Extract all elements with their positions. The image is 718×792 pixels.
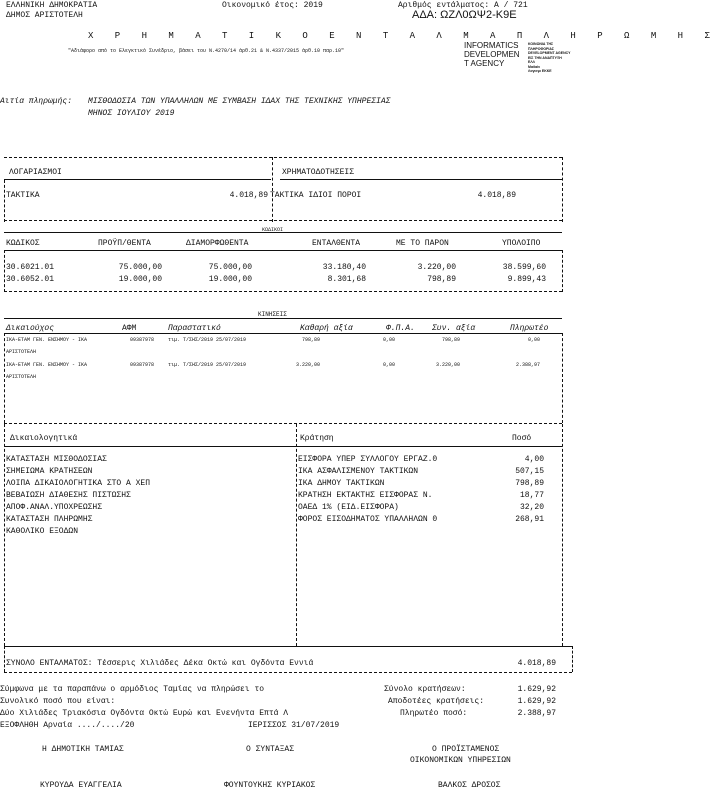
fiscal-year: Οικονομικό έτος: 2019 — [222, 1, 323, 10]
codes-header-formed: ΔΙΑΜΟΡΦΩΘΕΝΤΑ — [186, 239, 249, 248]
divider — [562, 333, 563, 423]
codes-header-code: ΚΩΔΙΚΟΣ — [6, 239, 40, 248]
divider — [4, 180, 5, 222]
table-cell: 9.899,43 — [507, 275, 546, 284]
movements-header-doc: Παραστατικό — [168, 324, 221, 333]
table-cell: 33.180,40 — [322, 263, 366, 272]
divider — [272, 157, 273, 222]
funding-value: 4.018,89 — [477, 191, 516, 200]
codes-header-ordered: ΕΝΤΑΛΘΕΝΤΑ — [312, 239, 361, 248]
divider — [280, 179, 562, 180]
table-cell: 09387978 — [130, 362, 155, 368]
list-item: ΚΑΘΟΛΙΚΟ ΕΞΟΔΩΝ — [6, 527, 79, 536]
divider — [4, 646, 572, 647]
table-cell: 0,00 — [527, 337, 540, 343]
amount-heading: Ποσό — [512, 434, 532, 443]
table-cell: 38.599,60 — [502, 263, 546, 272]
paid-note: ΕΞΟΦΛΗΘΗ Αρναία ..../..../20 — [0, 721, 135, 730]
table-cell: 19.000,00 — [208, 275, 252, 284]
signature-name-head: ΒΑΛΚΟΣ ΔΡΟΣΟΣ — [438, 781, 501, 790]
org-name: ΕΛΛΗΝΙΚΗ ΔΗΜΟΚΡΑΤΙΑ — [6, 1, 98, 10]
cause-line-1: ΜΙΣΘΟΔΟΣΙΑ ΤΩΝ ΥΠΑΛΛΗΛΩΝ ΜΕ ΣΥΜΒΑΣΗ ΙΔΑΧ ΤΗΣ ΤΕΧΝΙΚΗΣ ΥΠΗΡΕΣΙΑΣ — [88, 97, 391, 106]
list-item: ΛΟΙΠΑ ΔΙΚΑΙΟΛΟΓΗΤΙΚΑ ΣΤΟ Α ΧΕΠ — [6, 479, 151, 488]
funding-heading: ΧΡΗΜΑΤΟΔΟΤΗΣΕΙΣ — [282, 168, 355, 177]
table-cell: 798,89 — [301, 337, 320, 343]
deductions-total-label: Σύνολο κρατήσεων: — [384, 685, 466, 694]
deduction-label: ΙΚΑ ΔΗΜΟΥ ΤΑΚΤΙΚΩΝ — [298, 479, 385, 488]
codes-header-budget: ΠΡΟΫΠ/ΘΕΝΤΑ — [98, 239, 151, 248]
document-title: Χ Ρ Η Μ Α Τ Ι Κ Ο Ε Ν Τ Α Λ Μ Α Π Λ Η Ρ Ω Μ Η Σ — [88, 31, 718, 41]
table-cell: 19.000,00 — [118, 275, 162, 284]
logo-small-text: ΚΟΙΝΩΝΙΑ ΤΗΣ ΠΛΗΡΟΦΟΡΙΑΣ DEVELOPMENT AGENCY ΕΙΣ ΤΗΝ ΑΝΑΠΤΥΞΗ ΕΛΛ Μαθαίν Λογισμι ΕΚΚΕ — [528, 42, 571, 73]
table-cell: 0,00 — [382, 337, 395, 343]
table-cell: τιμ. Τ/ΣΗΣ/2019 25/07/2019 — [168, 337, 247, 343]
movements-header-afm: ΑΦΜ — [122, 324, 137, 333]
deduction-label: ΚΡΑΤΗΣΗ ΕΚΤΑΚΤΗΣ ΕΙΣΦΟΡΑΣ Ν. — [298, 491, 433, 500]
deductions-total-value: 1.629,92 — [517, 685, 556, 694]
place-date: ΙΕΡΙΣΣΟΣ 31/07/2019 — [248, 721, 340, 730]
table-cell: 3.220,00 — [435, 362, 460, 368]
payable-value: 2.388,97 — [517, 709, 556, 718]
movements-header-vat: Φ.Π.Α. — [386, 324, 415, 333]
divider — [572, 646, 573, 672]
logo: INFORMATICS DEVELOPMEN T AGENCY — [464, 41, 520, 68]
table-cell: 30.6021.01 — [6, 263, 55, 272]
municipality-name: ΔΗΜΟΣ ΑΡΙΣΤΟΤΕΛΗ — [6, 11, 83, 20]
signature-name-treasurer: ΚΥΡΟΥΔΑ ΕΥΑΓΓΕΛΙΑ — [40, 781, 122, 790]
divider — [4, 291, 562, 292]
deduction-amount: 4,00 — [524, 455, 544, 464]
funding-label: ΤΑΚΤΙΚΑ ΙΔΙΟΙ ΠΟΡΟΙ — [270, 191, 362, 200]
table-cell: 798,89 — [441, 337, 460, 343]
deduction-amount: 18,77 — [519, 491, 544, 500]
cause-label: Αιτία πληρωμής: — [0, 97, 73, 106]
summary-text-1: Σύμφωνα με τα παραπάνω ο αρμόδιος Ταμίας να πληρώσει το — [0, 685, 265, 694]
summary-text-3: Δύο Χιλιάδες Τριακόσια Ογδόντα Οκτώ Ευρώ και Ενενήντα Επτά Λ — [0, 709, 289, 718]
table-cell: 3.220,00 — [295, 362, 320, 368]
movements-header-payable: Πληρωτέο — [510, 324, 549, 333]
accounts-value: 4.018,89 — [229, 191, 268, 200]
divider — [4, 446, 562, 447]
divider — [4, 179, 271, 180]
deductions-heading: Κράτηση — [300, 434, 334, 443]
deduction-amount: 507,15 — [515, 467, 544, 476]
divider — [4, 318, 562, 319]
table-cell: ΑΡΙΣΤΟΤΕΛΗ — [6, 374, 37, 380]
table-cell: τιμ. Τ/ΣΗΣ/2019 25/07/2019 — [168, 362, 247, 368]
divider — [4, 220, 562, 221]
table-cell: 75.000,00 — [118, 263, 162, 272]
signature-role-head-dept: ΟΙΚΟΝΟΜΙΚΩΝ ΥΠΗΡΕΣΙΩΝ — [410, 756, 511, 765]
divider — [4, 333, 5, 423]
deduction-label: ΕΙΣΦΟΡΑ ΥΠΕΡ ΣΥΛΛΟΓΟΥ ΕΡΓΑΖ.0 — [298, 455, 438, 464]
table-cell: ΙΚΑ-ΕΤΑΜ ΓΕΝ. ΕΝΣΗΜΟΥ - ΙΚΑ — [6, 362, 88, 368]
deduction-label: ΦΟΡΟΣ ΕΙΣΟΔΗΜΑΤΟΣ ΥΠΑΛΛΗΛΩΝ 0 — [298, 515, 438, 524]
table-cell: 75.000,00 — [208, 263, 252, 272]
cause-line-2: ΜΗΝΟΣ ΙΟΥΛΙΟΥ 2019 — [88, 109, 175, 118]
signature-name-author: ΦΟΥΝΤΟΥΚΗΣ ΚΥΡΙΑΚΟΣ — [224, 781, 316, 790]
payable-label: Πληρωτέο ποσό: — [400, 709, 468, 718]
docs-heading: Δικαιολογητικά — [10, 434, 78, 443]
divider — [562, 250, 563, 292]
divider — [4, 333, 562, 334]
accounts-label: ΤΑΚΤΙΚΑ — [6, 191, 40, 200]
list-item: ΚΑΤΑΣΤΑΣΗ ΜΙΣΘΟΔΟΣΙΑΣ — [6, 455, 107, 464]
summary-text-2: Συνολικό ποσό που είναι: — [0, 697, 116, 706]
deduction-label: ΟΑΕΔ 1% (ΕΙΔ.ΕΙΣΦΟΡΑ) — [298, 503, 399, 512]
divider — [4, 232, 562, 233]
divider — [4, 646, 5, 672]
list-item: ΑΠΟΦ.ΑΝΑΛ.ΥΠΟΧΡΕΩΣΗΣ — [6, 503, 103, 512]
deduction-label: ΙΚΑ ΑΣΦΑΛΙΣΜΕΝΟΥ ΤΑΚΤΙΚΩΝ — [298, 467, 419, 476]
movements-title: ΚΙΝΗΣΕΙΣ — [258, 311, 287, 318]
signature-role-author: Ο ΣΥΝΤΑΞΑΣ — [246, 745, 295, 754]
remittable-label: Αποδοτέες κρατήσεις: — [388, 697, 485, 706]
deduction-amount: 798,89 — [515, 479, 544, 488]
ada-code: ΑΔΑ: ΩΖΛ0ΩΨ2-Κ9Ε — [412, 9, 517, 21]
table-cell: 8.301,68 — [327, 275, 366, 284]
document-subtitle: "Αδιάφορο από το Ελεγκτικό Συνέδριο, βάσει του Ν.4270/14 άρθ.21 & Ν.4337/2015 άρθ.10 παρ.10" — [68, 48, 345, 54]
divider — [4, 157, 562, 158]
divider — [4, 423, 562, 424]
list-item: ΒΕΒΑΙΩΣΗ ΔΙΑΘΕΣΗΣ ΠΙΣΤΩΣΗΣ — [6, 491, 131, 500]
signature-role-head: Ο ΠΡΟΪΣΤΑΜΕΝΟΣ — [432, 745, 500, 754]
divider — [4, 250, 5, 292]
table-cell: 09387978 — [130, 337, 155, 343]
list-item: ΚΑΤΑΣΤΑΣΗ ΠΛΗΡΩΜΗΣ — [6, 515, 93, 524]
table-cell: 798,89 — [427, 275, 456, 284]
table-cell: ΑΡΙΣΤΟΤΕΛΗ — [6, 349, 37, 355]
total-value: 4.018,89 — [517, 659, 556, 668]
accounts-heading: ΛΟΓΑΡΙΑΣΜΟΙ — [9, 168, 62, 177]
table-cell: 0,00 — [382, 362, 395, 368]
order-number: Αριθμός εντάλματος: Α / 721 — [398, 1, 528, 10]
table-cell: 3.220,00 — [417, 263, 456, 272]
movements-header-net: Καθαρή αξία — [300, 324, 353, 333]
divider — [4, 672, 572, 673]
divider — [562, 424, 563, 646]
list-item: ΣΗΜΕΙΩΜΑ ΚΡΑΤΗΣΕΩΝ — [6, 467, 93, 476]
total-label: ΣΥΝΟΛΟ ΕΝΤΑΛΜΑΤΟΣ: Τέσσερις Χιλιάδες Δέκα Οκτώ και Ογδόντα Εννιά — [6, 659, 314, 668]
remittable-value: 1.629,92 — [517, 697, 556, 706]
table-cell: 2.388,97 — [515, 362, 540, 368]
divider — [4, 424, 5, 646]
signature-role-treasurer: Η ΔΗΜΟΤΙΚΗ ΤΑΜΙΑΣ — [42, 745, 124, 754]
table-cell: 30.6052.01 — [6, 275, 55, 284]
codes-title: ΚΩΔΙΚΟΙ — [262, 227, 284, 233]
deduction-amount: 268,91 — [515, 515, 544, 524]
divider — [296, 424, 297, 646]
codes-header-balance: ΥΠΟΛΟΙΠΟ — [502, 239, 541, 248]
table-cell: ΙΚΑ-ΕΤΑΜ ΓΕΝ. ΕΝΣΗΜΟΥ - ΙΚΑ — [6, 337, 88, 343]
deduction-amount: 32,20 — [519, 503, 544, 512]
divider — [4, 250, 562, 251]
movements-header-beneficiary: Δικαιούχος — [6, 324, 55, 333]
codes-header-present: ΜΕ ΤΟ ΠΑΡΟΝ — [396, 239, 449, 248]
divider — [562, 157, 563, 222]
movements-header-total: Συν. αξία — [432, 324, 476, 333]
